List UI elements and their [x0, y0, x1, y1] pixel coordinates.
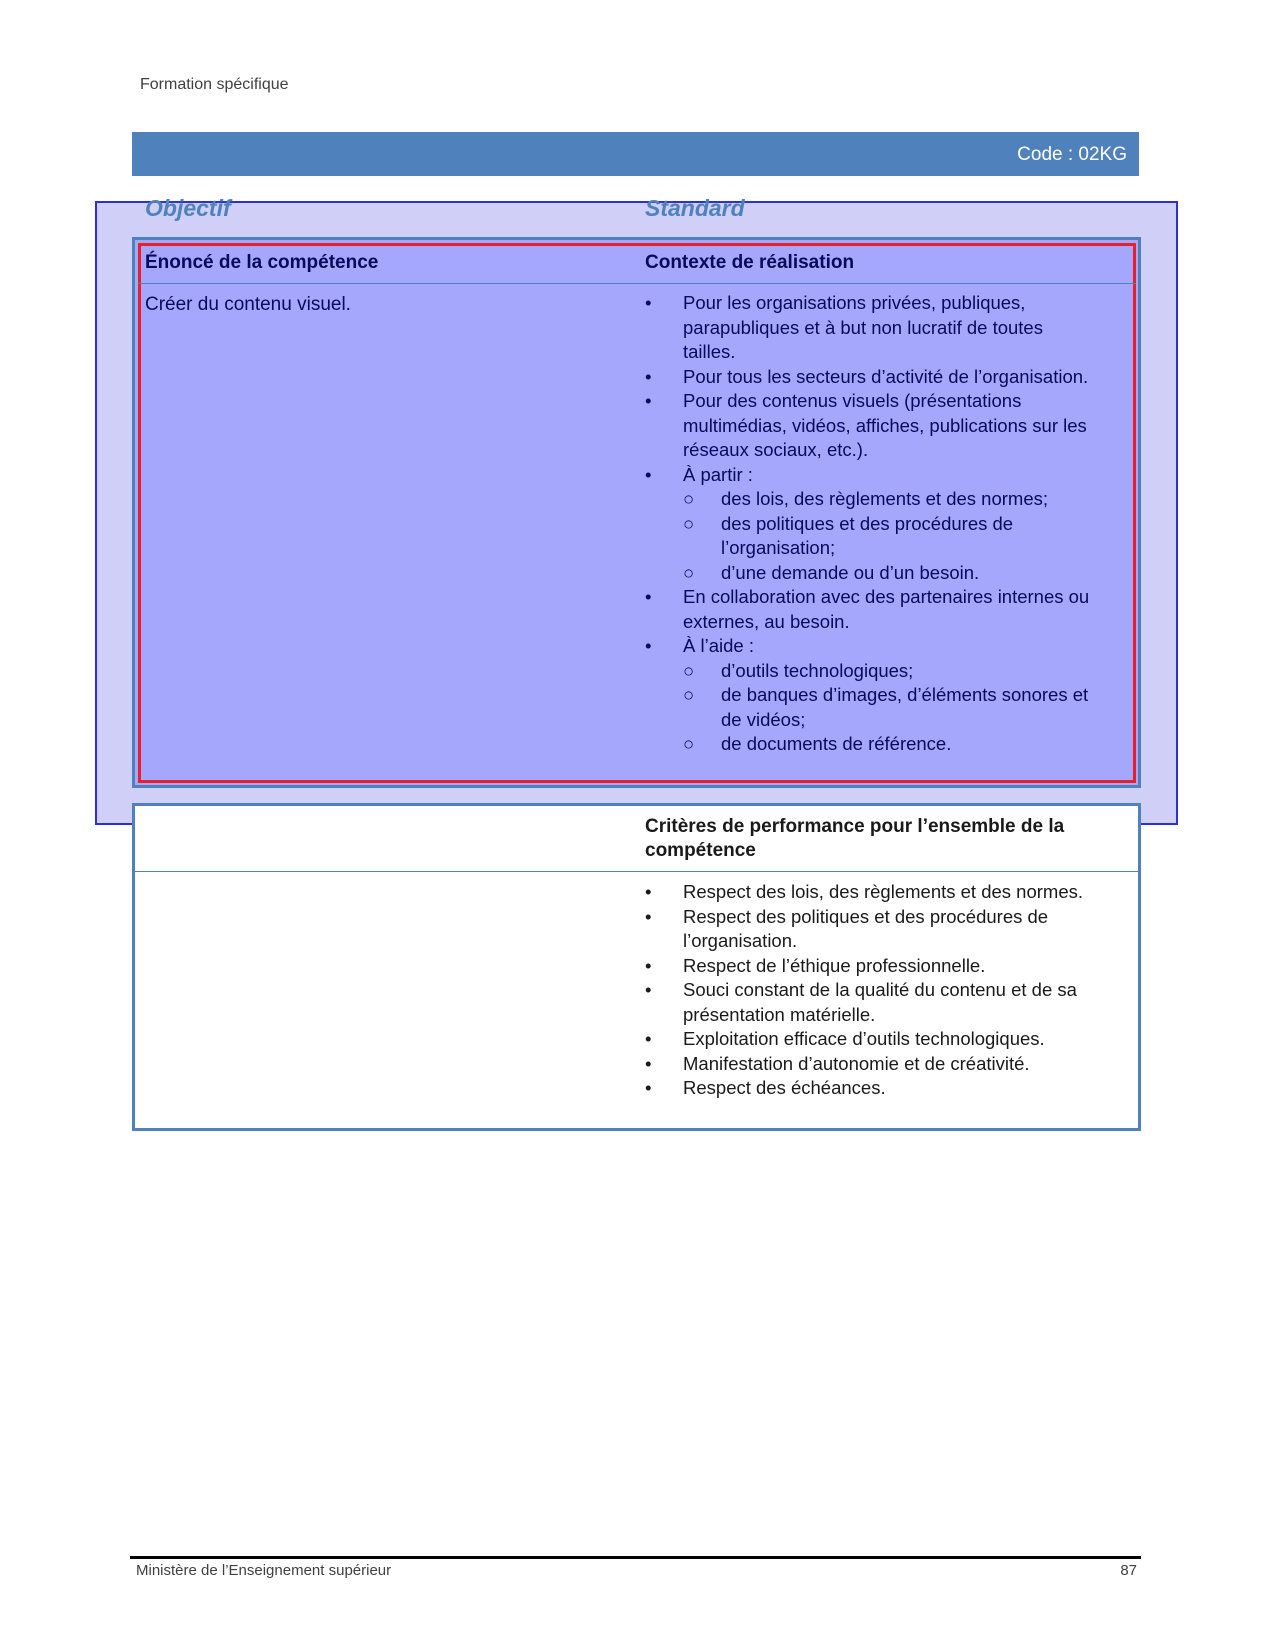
list-item: • À l’aide : ○ d’outils technologiques; ○ de banques d’images, d’éléments sonores et de vidéos; ○ de documents de référence. — [645, 634, 1100, 757]
list-item: • En collaboration avec des partenaires internes ou externes, au besoin. — [645, 586, 1090, 632]
code-band — [132, 132, 1139, 176]
criteria-list — [645, 880, 1100, 1101]
bullet-icon: • — [645, 954, 652, 976]
bullet-icon: • — [645, 1077, 652, 1098]
circle-bullet-icon: ○ — [683, 488, 695, 509]
bullet-icon: • — [645, 390, 652, 411]
list-item: • Pour des contenus visuels (présentations multimédias, vidéos, affiches, publications sur les réseaux sociaux, etc.). — [645, 390, 1087, 460]
competency-code: Code : 02KG — [1017, 144, 1127, 165]
footer-ministry: Ministère de l’Enseignement supérieur — [136, 1562, 392, 1579]
sub-list — [683, 487, 1100, 585]
criteria-divider — [135, 871, 1138, 872]
bullet-icon: • — [645, 365, 652, 387]
list-item: • Exploitation efficace d’outils technologiques. — [645, 1027, 1100, 1052]
list-item: • À partir : ○ des lois, des règlements et des normes; ○ des politiques et des procédures de l’organisation; ○ d’une demande ou d’un besoin. — [645, 463, 1100, 586]
sub-list — [683, 659, 1100, 757]
sub-list-item: ○ de documents de référence. — [683, 732, 1100, 757]
table-divider — [138, 283, 1136, 284]
sub-list-item: ○ d’une demande ou d’un besoin. — [683, 561, 1100, 586]
bullet-icon: • — [645, 881, 652, 902]
page-number: 87 — [1120, 1562, 1137, 1579]
bullet-icon: • — [645, 1028, 652, 1049]
list-item: • Manifestation d’autonomie et de créativité. — [645, 1052, 1100, 1077]
sub-list-item: ○ des lois, des règlements et des normes; — [683, 487, 1100, 512]
bullet-icon: • — [645, 905, 652, 927]
bullet-icon: • — [645, 979, 652, 1000]
list-item: • Pour les organisations privées, publiques, parapubliques et à but non lucratif de toutes tailles. — [645, 292, 1043, 362]
bullet-icon: • — [645, 463, 652, 485]
sub-list-item: ○ des politiques et des procédures de l’organisation; — [683, 512, 1014, 558]
statement-header: Énoncé de la compétence — [145, 252, 379, 273]
standard-title: Standard — [645, 195, 745, 221]
list-item: • Respect des échéances. — [645, 1076, 1100, 1101]
circle-bullet-icon: ○ — [683, 733, 695, 754]
objective-title: Objectif — [145, 195, 231, 221]
sub-list-item: ○ d’outils technologiques; — [683, 659, 1100, 684]
bullet-icon: • — [645, 586, 652, 607]
list-item: • Souci constant de la qualité du contenu et de sa présentation matérielle. — [645, 979, 1077, 1025]
context-list — [645, 291, 1100, 757]
sub-list-item: ○ de banques d’images, d’éléments sonores et de vidéos; — [683, 684, 1089, 730]
circle-bullet-icon: ○ — [683, 659, 695, 681]
list-item: • Pour tous les secteurs d’activité de l’organisation. — [645, 365, 1100, 390]
circle-bullet-icon: ○ — [683, 512, 695, 534]
bullet-icon: • — [645, 1052, 652, 1074]
footer-rule — [130, 1556, 1141, 1559]
page-header: Formation spécifique — [140, 76, 289, 93]
context-header: Contexte de réalisation — [645, 252, 855, 273]
competency-statement: Créer du contenu visuel. — [145, 294, 351, 315]
bullet-icon: • — [645, 292, 652, 313]
list-item: • Respect de l’éthique professionnelle. — [645, 954, 1100, 979]
circle-bullet-icon: ○ — [683, 561, 695, 583]
bullet-icon: • — [645, 635, 652, 656]
list-item: • Respect des lois, des règlements et des normes. — [645, 880, 1100, 905]
list-item: • Respect des politiques et des procédures de l’organisation. — [645, 905, 1049, 951]
criteria-header: Critères de performance pour l’ensemble de la compétence — [645, 816, 1065, 861]
circle-bullet-icon: ○ — [683, 684, 695, 705]
